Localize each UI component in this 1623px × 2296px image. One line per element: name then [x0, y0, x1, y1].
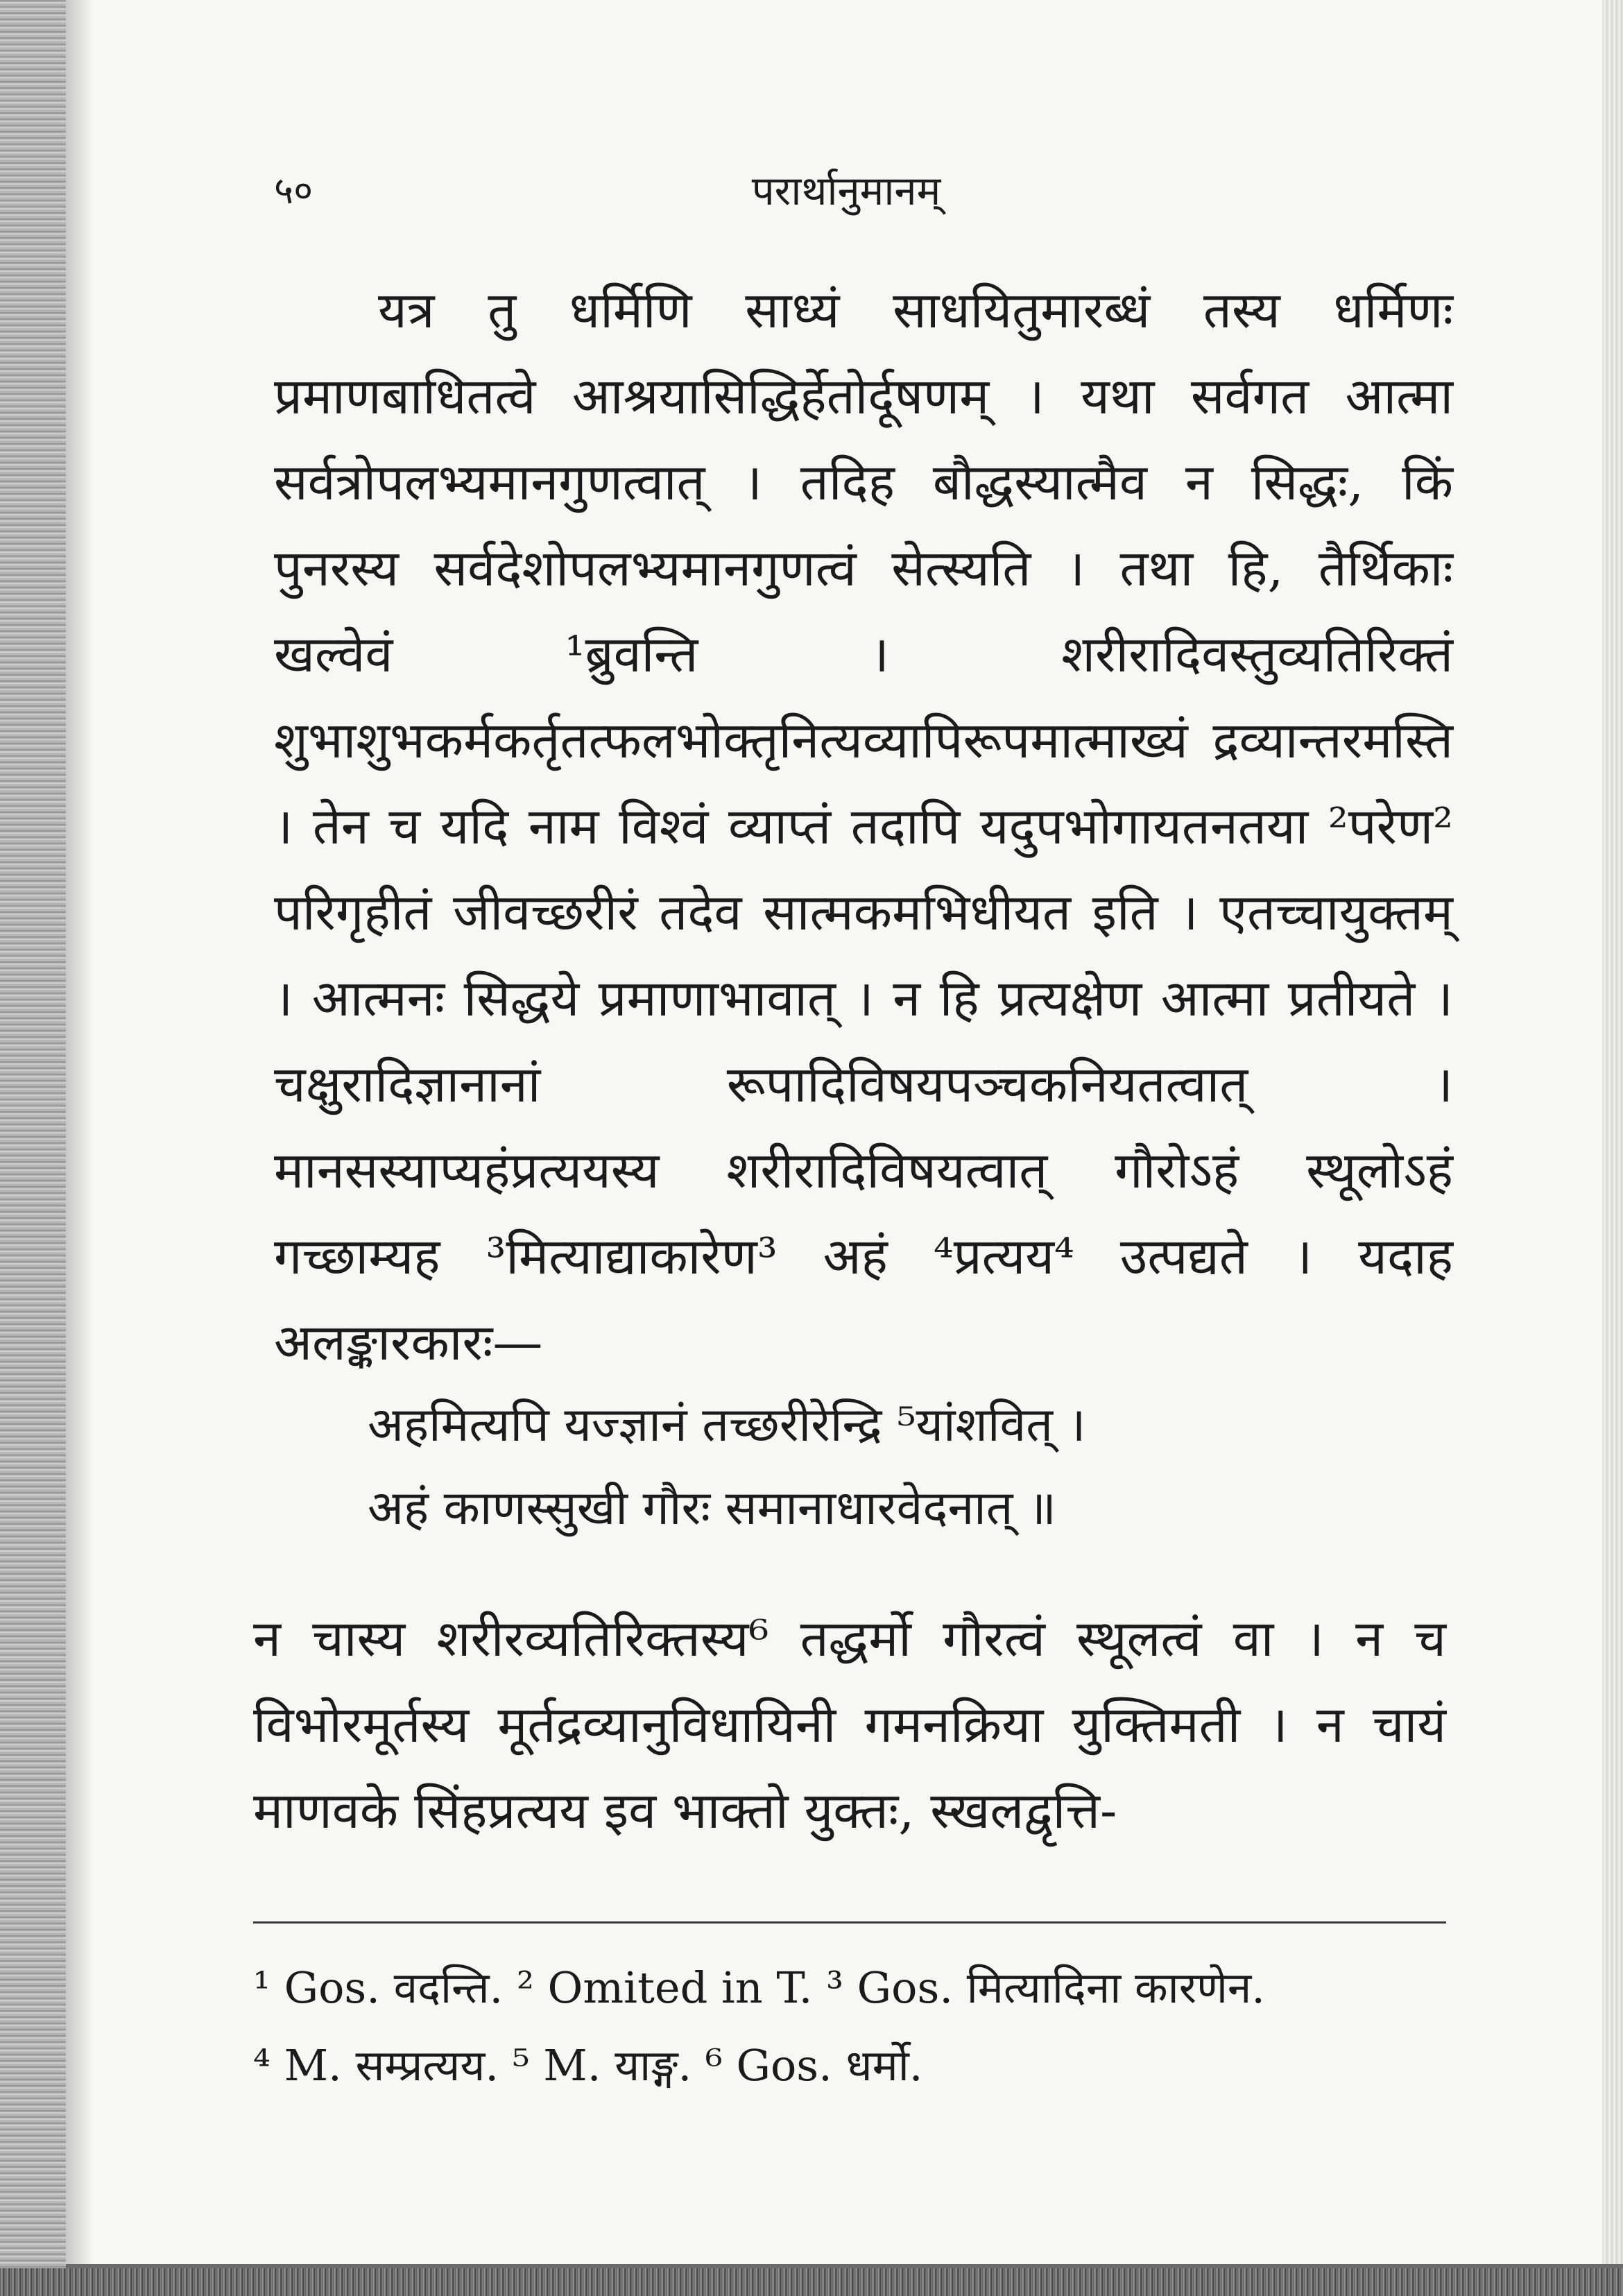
paragraph-2: न चास्य शरीरव्यतिरिक्तस्य⁶ तद्धर्मो गौरत्वं स्थूलत्वं वा । न च विभोरमूर्तस्य मूर्तद्रव्यानुविधायिनी गमनक्रिया युक्तिमती । न चायं माणवके सिंहप्रत्यय इव भाक्तो युक्तः, स्खलद्वृत्ति- [253, 1609, 1446, 1840]
gutter-shadow [66, 0, 94, 2296]
main-text [274, 267, 1453, 1385]
verse-line-2: अहं काणस्सुखी गौरः समानाधारवेदनात् ॥ [368, 1481, 1056, 1536]
footnotes [253, 1949, 1446, 2105]
footnote-line-1: ¹ Gos. वदन्ति. ² Omited in T. ³ Gos. मित्यादिना कारणेन. [253, 1962, 1266, 2013]
page-number: ५० [274, 169, 314, 212]
page-header [274, 160, 1418, 222]
page-right-edge [1602, 0, 1623, 2296]
binding-gutter [0, 0, 66, 2296]
paragraph-1: यत्र तु धर्मिणि साध्यं साधयितुमारब्धं तस्य धर्मिणः प्रमाणबाधितत्वे आश्रयासिद्धिर्हेतोर्दूषणम् । यथा सर्वगत आत्मा सर्वत्रोपलभ्यमानगुणत्वात् । तदिह बौद्धस्यात्मैव न सिद्धः, किं पुनरस्य सर्वदेशोपलभ्यमानगुणत्वं सेत्स्यति । तथा हि, तैर्थिकाः खल्वेवं ¹ब्रुवन्ति । शरीरादिवस्तुव्यतिरिक्तं शुभाशुभकर्मकर्तृतत्फलभोक्तृनित्यव्यापिरूपमात्माख्यं द्रव्यान्तरमस्ति । तेन च यदि नाम विश्वं व्याप्तं तदापि यदुपभोगायतनतया ²परेण² परिगृहीतं जीवच्छरीरं तदेव सात्मकमभिधीयत इति । एतच्चायुक्तम् । आत्मनः सिद्धये प्रमाणाभावात् । न हि प्रत्यक्षेण आत्मा प्रतीयते । चक्षुरादिज्ञानानां रूपादिविषयपञ्चकनियतत्वात् । मानसस्याप्यहंप्रत्ययस्य शरीरादिविषयत्वात् गौरोऽहं स्थूलोऽहं गच्छाम्यह ³मित्याद्याकारेण³ अहं ⁴प्रत्यय⁴ उत्पद्यते । यदाह अलङ्कारकारः— [274, 281, 1453, 1371]
footnote-line-2: ⁴ M. सम्प्रत्यय. ⁵ M. याङ्ग. ⁶ Gos. धर्मो. [253, 2040, 923, 2091]
running-title: परार्थानुमानम् [751, 167, 941, 214]
verse-line-1: अहमित्यपि यज्ज्ञानं तच्छरीरेन्द्रि ⁵यांशवित् । [368, 1398, 1086, 1453]
verse-quotation [368, 1384, 1408, 1550]
page-bottom-edge [0, 2268, 1623, 2296]
footnote-divider [253, 1921, 1446, 1924]
